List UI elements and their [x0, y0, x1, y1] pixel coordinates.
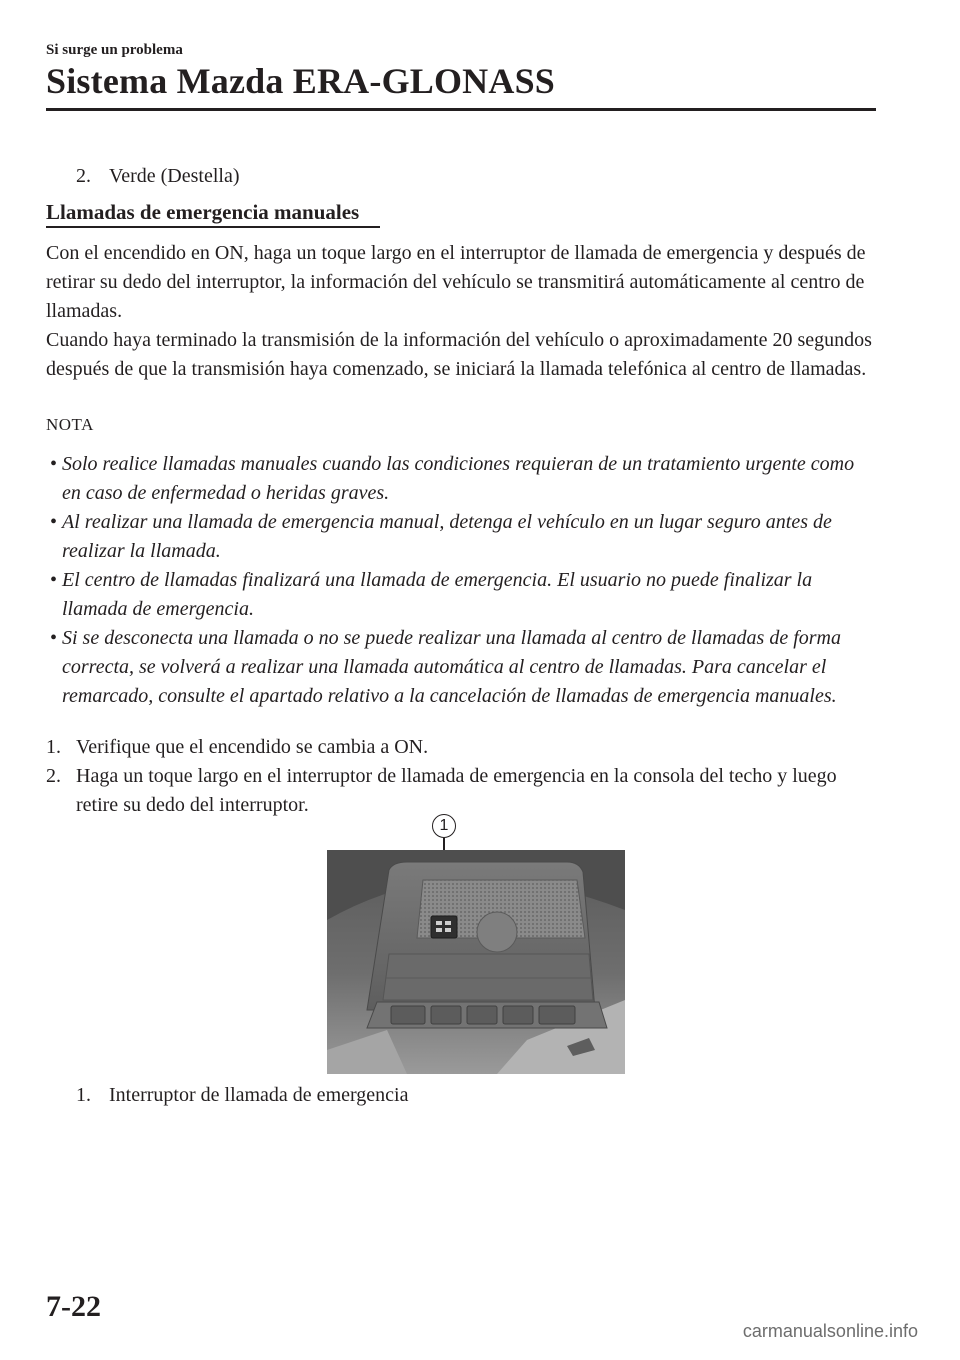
- nota-list: [46, 450, 876, 711]
- figure-callout-marker: 1: [432, 814, 456, 838]
- page-title: Sistema Mazda ERA-GLONASS: [46, 61, 556, 101]
- watermark-link[interactable]: carmanualsonline.info: [742, 1321, 918, 1341]
- section-label: Si surge un problema: [46, 42, 183, 58]
- intro-item-number: 2.: [76, 165, 91, 187]
- manual-calls-paragraph: Cuando haya terminado la transmisión de la información del vehículo o aproximadamente 20 segundos después de que la transmisión haya comenzado, se iniciará la llamada telefónica al centro de llamadas.: [46, 329, 872, 380]
- nota-item: [46, 624, 876, 711]
- bullet-icon: •: [50, 453, 58, 475]
- nota-item: [46, 566, 876, 624]
- nota-label: NOTA: [46, 415, 94, 434]
- intro-list-item: [76, 162, 240, 191]
- nota-item-text: El centro de llamadas finalizará una llamada de emergencia. El usuario no puede finalizar la llamada de emergencia.: [62, 569, 813, 620]
- manual-calls-heading-underline: [46, 226, 380, 228]
- bullet-icon: •: [50, 569, 58, 591]
- step-number: 2.: [46, 765, 61, 787]
- manual-calls-body: [46, 239, 876, 384]
- figure-caption: [76, 1081, 408, 1110]
- nota-item: [46, 508, 876, 566]
- nota-item-text: Al realizar una llamada de emergencia manual, detenga el vehículo en un lugar seguro antes de realizar la llamada.: [62, 511, 832, 562]
- bullet-icon: •: [50, 511, 58, 533]
- step-text: Haga un toque largo en el interruptor de llamada de emergencia en la consola del techo y luego retire su dedo del interruptor.: [76, 765, 837, 816]
- overhead-console-photo: [327, 850, 625, 1074]
- page-number: 7-22: [46, 1290, 101, 1323]
- manual-calls-paragraph: Con el encendido en ON, haga un toque largo en el interruptor de llamada de emergencia y después de retirar su dedo del interruptor, la información del vehículo se transmitirá automáticamente al centro de llamadas.: [46, 242, 866, 322]
- steps-list: [46, 733, 876, 820]
- nota-item: [46, 450, 876, 508]
- title-rule: [46, 108, 876, 111]
- nota-item-text: Solo realice llamadas manuales cuando las condiciones requieran de un tratamiento urgente como en caso de enfermedad o heridas graves.: [62, 453, 855, 504]
- manual-calls-heading: Llamadas de emergencia manuales: [46, 200, 360, 224]
- step-text: Verifique que el encendido se cambia a ON.: [76, 736, 429, 758]
- bullet-icon: •: [50, 627, 58, 649]
- step-item: [46, 733, 876, 762]
- step-item: [46, 762, 876, 820]
- step-number: 1.: [46, 736, 61, 758]
- nota-item-text: Si se desconecta una llamada o no se puede realizar una llamada al centro de llamadas de forma correcta, se volverá a realizar una llamada automática al centro de llamadas. Para cancelar el remarcado, consulte el apartado relativo a la cancelación de llamadas de emergencia manuales.: [62, 627, 841, 707]
- caption-number: 1.: [76, 1084, 91, 1106]
- caption-text: Interruptor de llamada de emergencia: [109, 1084, 409, 1106]
- intro-item-text: Verde (Destella): [109, 165, 240, 187]
